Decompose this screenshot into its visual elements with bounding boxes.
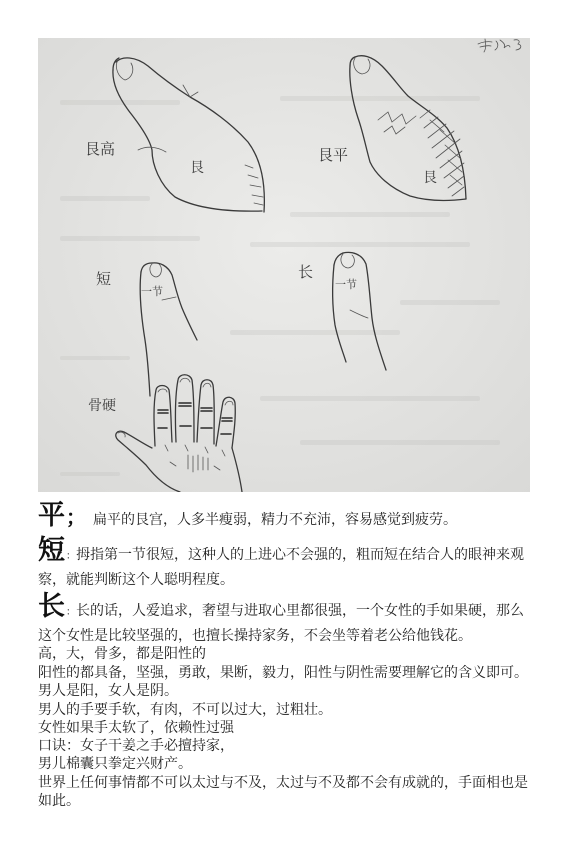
section-short xyxy=(38,536,524,566)
bleed-mark xyxy=(60,472,120,476)
sketch-photo xyxy=(38,38,530,492)
bleed-mark xyxy=(260,396,480,401)
bleed-mark xyxy=(400,300,500,305)
body-line: 阳性的都具备，坚强，勇敢，果断，毅力，阳性与阴性需要理解它的含义即可。 xyxy=(38,665,528,681)
label-long: 长 xyxy=(298,263,314,281)
body-line: 世界上任何事情都不可以太过与不及，太过与不及都不会有成就的，手面相也是 xyxy=(38,775,528,791)
bleed-mark xyxy=(290,212,450,217)
bleed-mark xyxy=(60,356,130,360)
section-short-heading: 短 xyxy=(38,535,65,566)
body-line: 口诀：女子干姜之手必擅持家， xyxy=(38,738,234,754)
bleed-mark xyxy=(60,100,180,105)
label-short-inner: 一节 xyxy=(141,285,163,298)
body-line: 女性如果手太软了，依赖性过强 xyxy=(38,720,234,736)
section-flat-punct: ； xyxy=(66,505,86,529)
label-short: 短 xyxy=(96,270,112,288)
section-short-text: 拇指第一节很短，这种人的上进心不会强的，粗而短在结合人的眼神来观 xyxy=(76,547,524,563)
label-gen-flat: 艮平 xyxy=(318,146,349,164)
body-line: 男儿棉囊只拳定兴财产。 xyxy=(38,756,192,772)
section-flat-heading: 平 xyxy=(38,500,65,531)
body-line: 高，大，骨多，都是阳性的 xyxy=(38,646,206,662)
bleed-mark xyxy=(60,196,150,201)
section-long-text: 长的话，人爱追求，奢望与进取心里都很强，一个女性的手如果硬，那么 xyxy=(76,603,524,619)
body-line: 男人的手要手软，有肉，不可以过大，过粗壮。 xyxy=(38,702,332,718)
label-gen-high: 艮高 xyxy=(85,140,116,158)
section-flat-text: 扁平的艮宫，人多半瘦弱，精力不充沛，容易感觉到疲劳。 xyxy=(93,512,457,528)
section-long-heading: 长 xyxy=(38,591,65,622)
sketch-drawing xyxy=(38,38,530,492)
section-long-punct: ： xyxy=(66,607,76,618)
section-flat xyxy=(38,501,457,531)
label-long-inner: 一节 xyxy=(335,278,357,291)
label-gen-flat-inner: 艮 xyxy=(423,170,437,186)
body-line: 男人是阳，女人是阴。 xyxy=(38,683,178,699)
section-long xyxy=(38,592,524,622)
bleed-mark xyxy=(300,440,500,445)
bleed-mark xyxy=(280,96,480,101)
section-short-text-continued: 察，就能判断这个人聪明程度。 xyxy=(38,572,234,588)
label-gen-high-inner: 艮 xyxy=(190,160,204,176)
paper-background xyxy=(38,38,530,492)
body-line: 如此。 xyxy=(38,793,80,809)
label-hard-bone: 骨硬 xyxy=(88,398,116,414)
bleed-mark xyxy=(250,242,470,247)
section-short-punct: ： xyxy=(66,551,76,562)
bleed-mark xyxy=(60,236,200,241)
section-long-text-continued: 这个女性是比较坚强的，也擅长操持家务，不会坐等着老公给他钱花。 xyxy=(38,628,472,644)
